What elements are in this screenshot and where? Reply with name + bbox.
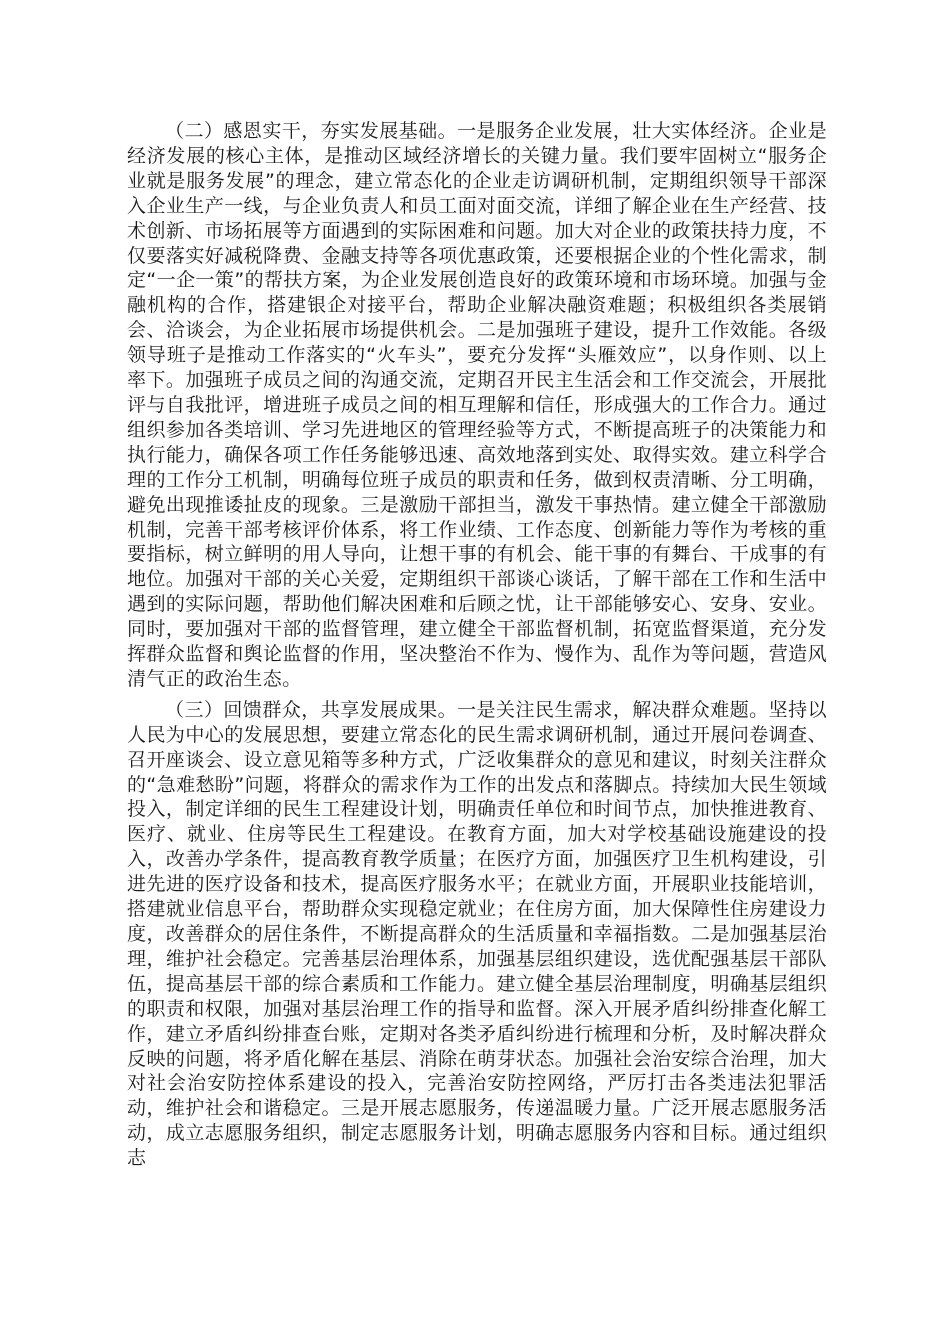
paragraph-section-two: （二）感恩实干，夯实发展基础。一是服务企业发展，壮大实体经济。企业是经济发展的核心主体，是推动区域经济增长的关键力量。我们要牢固树立“服务企业就是服务发展”的理念，建立常态化的企业走访调研机制，定期组织领导干部深入企业生产一线，与企业负责人和员工面对面交流，详细了解企业在生产经营、技术创新、市场拓展等方面遇到的实际困难和问题。加大对企业的政策扶持力度，不仅要落实好减税降费、金融支持等各项优惠政策，还要根据企业的个性化需求，制定“一企一策”的帮扶方案，为企业发展创造良好的政策环境和市场环境。加强与金融机构的合作，搭建银企对接平台，帮助企业解决融资难题；积极组织各类展销会、洽谈会，为企业拓展市场提供机会。二是加强班子建设，提升工作效能。各级领导班子是推动工作落实的“火车头”，要充分发挥“头雁效应”，以身作则、以上率下。加强班子成员之间的沟通交流，定期召开民主生活会和工作交流会，开展批评与自我批评，增进班子成员之间的相互理解和信任，形成强大的工作合力。通过组织参加各类培训、学习先进地区的管理经验等方式，不断提高班子的决策能力和执行能力，确保各项工作任务能够迅速、高效地落到实处、取得实效。建立科学合理的工作分工机制，明确每位班子成员的职责和任务，做到权责清晰、分工明确，避免出现推诿扯皮的现象。三是激励干部担当，激发干事热情。建立健全干部激励机制，完善干部考核评价体系，将工作业绩、工作态度、创新能力等作为考核的重要指标，树立鲜明的用人导向，让想干事的有机会、能干事的有舞台、干成事的有地位。加强对干部的关心关爱，定期组织干部谈心谈话，了解干部在工作和生活中遇到的实际问题，帮助他们解决困难和后顾之忧，让干部能够安心、安身、安业。同时，要加强对干部的监督管理，建立健全干部监督机制，拓宽监督渠道，充分发挥群众监督和舆论监督的作用，坚决整治不作为、慢作为、乱作为等问题，营造风清气正的政治生态。 <box>127 120 827 690</box>
paragraph-section-three: （三）回馈群众，共享发展成果。一是关注民生需求，解决群众难题。坚持以人民为中心的发展思想，要建立常态化的民生需求调研机制，通过开展问卷调查、召开座谈会、设立意见箱等多种方式，广泛收集群众的意见和建议，时刻关注群众的“急难愁盼”问题，将群众的需求作为工作的出发点和落脚点。持续加大民生领域投入，制定详细的民生工程建设计划，明确责任单位和时间节点，加快推进教育、医疗、就业、住房等民生工程建设。在教育方面，加大对学校基础设施建设的投入，改善办学条件，提高教育教学质量；在医疗方面，加强医疗卫生机构建设，引进先进的医疗设备和技术，提高医疗服务水平；在就业方面，开展职业技能培训，搭建就业信息平台，帮助群众实现稳定就业；在住房方面，加大保障性住房建设力度，改善群众的居住条件，不断提高群众的生活质量和幸福指数。二是加强基层治理，维护社会稳定。完善基层治理体系，加强基层组织建设，选优配强基层干部队伍，提高基层干部的综合素质和工作能力。建立健全基层治理制度，明确基层组织的职责和权限，加强对基层治理工作的指导和监督。深入开展矛盾纠纷排查化解工作，建立矛盾纠纷排查台账，定期对各类矛盾纠纷进行梳理和分析，及时解决群众反映的问题，将矛盾化解在基层、消除在萌芽状态。加强社会治安综合治理，加大对社会治安防控体系建设的投入，完善治安防控网络，严厉打击各类违法犯罪活动，维护社会和谐稳定。三是开展志愿服务，传递温暖力量。广泛开展志愿服务活动，成立志愿服务组织，制定志愿服务计划，明确志愿服务内容和目标。通过组织志 <box>127 698 827 1170</box>
document-body <box>127 119 827 1171</box>
